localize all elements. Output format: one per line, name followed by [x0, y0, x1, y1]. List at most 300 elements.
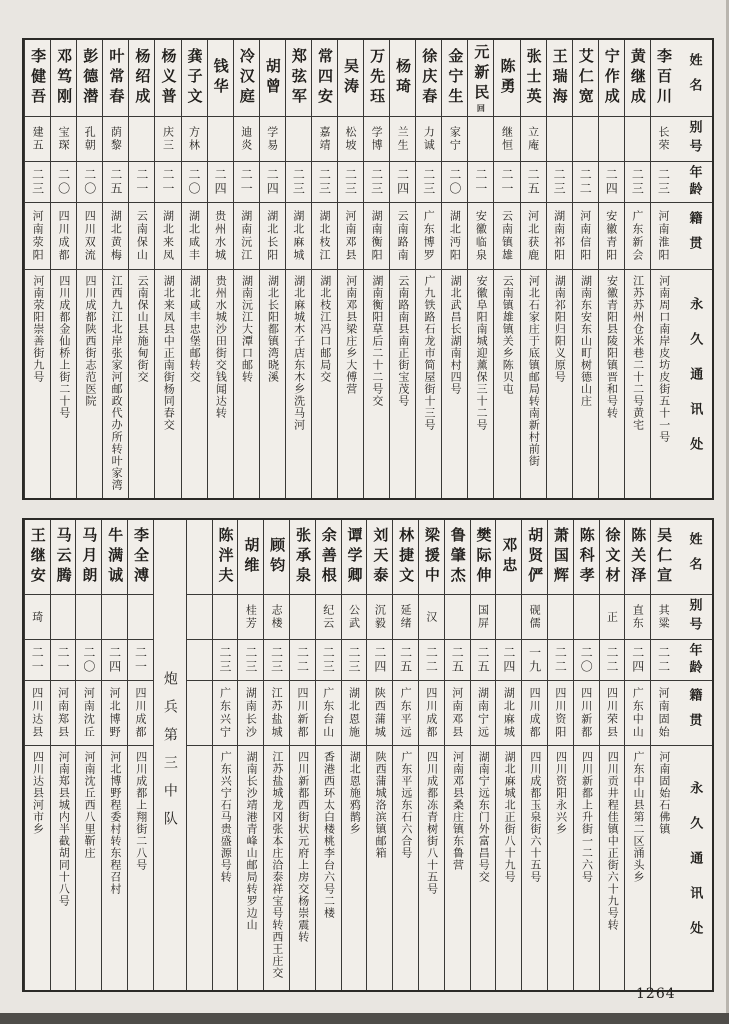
person-column	[467, 40, 493, 498]
person-native-place: 河南荥阳	[25, 203, 50, 270]
person-age: 二二	[290, 640, 315, 681]
person-native-place: 四川新都	[290, 681, 315, 746]
person-address: 河南周口南岸皮坊皮街五十一号	[657, 275, 671, 443]
person-column	[470, 520, 496, 990]
person-column	[24, 520, 50, 990]
person-alias: 建五	[25, 117, 50, 162]
person-age: 二三	[342, 640, 367, 681]
person-alias	[290, 595, 315, 640]
person-name: 郑弦军	[286, 40, 311, 117]
person-address: 安徽阜阳南城迎薰保三十二号	[475, 275, 489, 431]
unit-section-divider	[153, 520, 186, 990]
person-column	[493, 40, 519, 498]
person-column	[521, 520, 547, 990]
person-column	[128, 40, 154, 498]
person-native-place: 云南保山	[129, 203, 154, 270]
person-address: 湖北武昌长湖南村四号	[449, 275, 463, 395]
person-native-place: 河南信阳	[573, 203, 598, 270]
person-native-place: 四川荣县	[600, 681, 625, 746]
person-name: 马月朗	[76, 520, 101, 595]
person-age: 二二	[419, 640, 444, 681]
person-address: 广九铁路石龙市简屋街十三号	[423, 275, 436, 431]
person-column	[101, 520, 127, 990]
person-column	[624, 520, 650, 990]
person-alias: 家宁	[442, 117, 467, 162]
header-age: 年龄	[676, 640, 712, 681]
person-native-place: 广东平远	[393, 681, 418, 746]
person-alias: 直东	[625, 595, 650, 640]
person-native-place: 广东博罗	[416, 203, 441, 270]
person-alias	[51, 595, 76, 640]
person-native-place: 四川成都	[128, 681, 153, 746]
person-name: 艾仁宽	[573, 40, 598, 117]
person-native-place: 湖南宁远	[471, 681, 496, 746]
person-alias: 砚儒	[522, 595, 547, 640]
person-alias: 兰生	[390, 117, 415, 162]
person-column	[259, 40, 285, 498]
person-column	[75, 520, 101, 990]
person-native-place: 湖北沔阳	[442, 203, 467, 270]
person-address: 湖南长沙靖港青峰山邮局转罗边山	[245, 751, 259, 931]
person-age: 二五	[445, 640, 470, 681]
person-alias	[599, 117, 624, 162]
person-name: 胡贤俨	[522, 520, 547, 595]
person-name: 张承泉	[290, 520, 315, 595]
person-age	[187, 640, 212, 681]
person-name: 徐文材	[600, 520, 625, 595]
person-column	[311, 40, 337, 498]
person-native-place: 湖南衡阳	[364, 203, 389, 270]
person-column	[599, 520, 625, 990]
person-column	[415, 40, 441, 498]
person-column	[212, 520, 238, 990]
person-name: 李健吾	[25, 40, 50, 117]
person-address: 河南荥阳崇善街九号	[31, 275, 45, 383]
person-native-place: 湖北麻城	[496, 681, 521, 746]
person-native-place: 河南淮阳	[651, 203, 676, 270]
person-alias: 宝琛	[51, 117, 76, 162]
roster-table-bottom	[22, 518, 714, 992]
person-age: 二五	[393, 640, 418, 681]
person-age: 二四	[390, 162, 415, 203]
person-alias	[102, 595, 127, 640]
person-column	[341, 520, 367, 990]
person-address: 河北博野程委村转东程召村	[108, 751, 122, 895]
person-native-place: 河南邓县	[338, 203, 363, 270]
person-age: 二一	[129, 162, 154, 203]
person-name: 陈科孝	[574, 520, 599, 595]
person-address: 河南郑县城内半截胡同十八号	[57, 751, 71, 907]
person-column	[547, 520, 573, 990]
person-name: 谭学卿	[342, 520, 367, 595]
person-age: 二一	[155, 162, 180, 203]
person-address: 湖北麻城北正街八十九号	[503, 751, 517, 883]
person-address: 广东兴宁石马贵盛源号转	[219, 751, 233, 883]
person-alias: 学博	[364, 117, 389, 162]
person-native-place: 湖北来凤	[155, 203, 180, 270]
header-name: 姓名	[676, 40, 712, 117]
person-name: 元新民回	[468, 40, 493, 117]
person-address: 四川成都陕西街志范医院	[83, 275, 97, 407]
person-native-place: 广东台山	[316, 681, 341, 746]
person-alias: 其粱	[651, 595, 676, 640]
person-alias	[574, 595, 599, 640]
person-age: 二四	[625, 640, 650, 681]
person-name: 陈泮夫	[213, 520, 238, 595]
person-name: 金宁生	[442, 40, 467, 117]
person-age: 二四	[367, 640, 392, 681]
person-age: 二一	[128, 640, 153, 681]
person-name: 吴仁宣	[651, 520, 676, 595]
person-name: 吴涛	[338, 40, 363, 117]
person-native-place: 四川资阳	[548, 681, 573, 746]
person-age: 二〇	[182, 162, 207, 203]
person-native-place: 河北获鹿	[521, 203, 546, 270]
person-column	[76, 40, 102, 498]
person-name: 胡曾	[260, 40, 285, 117]
person-alias	[187, 595, 212, 640]
person-name	[187, 520, 212, 595]
person-address: 安徽青阳县陵阳镇晋和号转	[605, 275, 619, 419]
person-column	[181, 40, 207, 498]
person-name: 万先珏	[364, 40, 389, 117]
person-alias	[496, 595, 521, 640]
person-alias	[625, 117, 650, 162]
person-column	[263, 520, 289, 990]
person-native-place: 湖南长沙	[238, 681, 263, 746]
person-column	[573, 520, 599, 990]
person-column	[363, 40, 389, 498]
person-age: 二五	[471, 640, 496, 681]
person-native-place: 河南邓县	[445, 681, 470, 746]
person-native-place: 湖北枝江	[312, 203, 337, 270]
person-column	[392, 520, 418, 990]
person-alias	[547, 117, 572, 162]
person-native-place: 广东中山	[625, 681, 650, 746]
person-name: 冷汉庭	[234, 40, 259, 117]
person-native-place: 广东兴宁	[213, 681, 238, 746]
person-age: 二一	[494, 162, 519, 203]
person-address: 贵州水城沙田街交钱闻达转	[214, 275, 228, 419]
scan-edge-artifact	[0, 1013, 729, 1024]
person-age: 二三	[25, 162, 50, 203]
person-name: 胡维	[238, 520, 263, 595]
person-age: 二四	[496, 640, 521, 681]
person-column	[520, 40, 546, 498]
person-column	[154, 40, 180, 498]
person-alias	[548, 595, 573, 640]
person-native-place: 湖南祁阳	[547, 203, 572, 270]
person-alias: 继恒	[494, 117, 519, 162]
person-native-place: 四川成都	[51, 203, 76, 270]
person-address: 四川新都上升街一二六号	[580, 751, 594, 883]
person-age: 二〇	[76, 640, 101, 681]
person-alias: 荫黎	[103, 117, 128, 162]
person-name: 鲁肇杰	[445, 520, 470, 595]
name-annotation: 回	[476, 104, 487, 112]
person-address: 湖北咸丰忠堡邮转交	[188, 275, 202, 383]
person-address	[187, 746, 212, 990]
person-name: 黄继成	[625, 40, 650, 117]
person-alias	[468, 117, 493, 162]
person-name: 杨绍成	[129, 40, 154, 117]
person-address: 广东中山县第二区涌头乡	[632, 751, 646, 883]
person-native-place: 四川成都	[419, 681, 444, 746]
person-name: 樊际伸	[471, 520, 496, 595]
person-name: 钱华	[208, 40, 233, 117]
header-alias: 别号	[676, 595, 712, 640]
person-native-place: 安徽青阳	[599, 203, 624, 270]
person-address: 湖北麻城木子店东木乡洗马河	[292, 275, 306, 431]
person-column	[24, 40, 50, 498]
person-column	[444, 520, 470, 990]
person-alias	[213, 595, 238, 640]
person-alias	[128, 595, 153, 640]
person-address: 河南固始石佛镇	[657, 751, 671, 835]
person-age: 二二	[651, 640, 676, 681]
person-native-place: 河南沈丘	[76, 681, 101, 746]
person-native-place: 广东新会	[625, 203, 650, 270]
person-name: 刘天泰	[367, 520, 392, 595]
person-name: 林捷文	[393, 520, 418, 595]
person-age: 二一	[468, 162, 493, 203]
person-address: 江苏苏州仓米巷二十二号黄宅	[631, 275, 645, 431]
person-native-place: 湖北咸丰	[182, 203, 207, 270]
person-column	[285, 40, 311, 498]
person-age: 二三	[238, 640, 263, 681]
person-age: 二〇	[51, 162, 76, 203]
person-column	[289, 520, 315, 990]
person-column	[546, 40, 572, 498]
person-alias	[445, 595, 470, 640]
person-native-place: 安徽临泉	[468, 203, 493, 270]
person-age: 二一	[25, 640, 50, 681]
person-alias: 延绪	[393, 595, 418, 640]
person-alias	[76, 595, 101, 640]
person-column	[50, 520, 76, 990]
person-address: 四川达县河市乡	[31, 751, 45, 835]
person-alias: 桂芳	[238, 595, 263, 640]
person-name: 邓忠	[496, 520, 521, 595]
person-address: 河南邓县梁庄乡大傅营	[344, 275, 358, 395]
person-address: 湖北长阳都镇湾晓溪	[266, 275, 280, 383]
person-address: 湖北恩施鸦鹊乡	[348, 751, 362, 835]
person-alias: 力诚	[416, 117, 441, 162]
person-age: 二三	[651, 162, 676, 203]
person-age: 二〇	[442, 162, 467, 203]
person-column	[186, 520, 212, 990]
person-name: 龚子文	[182, 40, 207, 117]
person-column	[366, 520, 392, 990]
person-address: 云南镇雄镇关乡陈贝屯	[501, 275, 515, 395]
person-age: 二三	[338, 162, 363, 203]
person-native-place: 四川达县	[25, 681, 50, 746]
person-alias: 琦	[25, 595, 50, 640]
person-column	[441, 40, 467, 498]
person-address: 河南沈丘西八里靳庄	[83, 751, 97, 859]
person-address: 河北石家庄于底镇邮局转南新村前街	[527, 275, 541, 467]
person-name: 李全溥	[128, 520, 153, 595]
header-address: 永久通讯处	[687, 780, 703, 956]
person-column	[495, 520, 521, 990]
person-native-place: 陕西蒲城	[367, 681, 392, 746]
person-address: 江苏盐城龙冈张本庄洽泰祥宝号转西王庄交	[270, 751, 284, 979]
person-name: 杨义普	[155, 40, 180, 117]
person-age: 二三	[547, 162, 572, 203]
person-name: 常四安	[312, 40, 337, 117]
person-alias: 长荣	[651, 117, 676, 162]
person-name: 马云腾	[51, 520, 76, 595]
person-address: 广东平远东石六合号	[399, 751, 413, 859]
header-native: 籍贯	[676, 681, 712, 746]
person-native-place: 湖北长阳	[260, 203, 285, 270]
header-alias: 别号	[676, 117, 712, 162]
person-age: 一九	[522, 640, 547, 681]
header-column	[676, 40, 712, 498]
person-name: 宁作成	[599, 40, 624, 117]
person-alias: 嘉靖	[312, 117, 337, 162]
person-native-place: 四川双流	[77, 203, 102, 270]
person-alias: 庆三	[155, 117, 180, 162]
person-name: 王瑞海	[547, 40, 572, 117]
person-column	[418, 520, 444, 990]
person-native-place: 湖南沅江	[234, 203, 259, 270]
person-native-place: 湖北恩施	[342, 681, 367, 746]
person-address: 湖南祁阳归阳义原号	[553, 275, 567, 383]
person-column	[237, 520, 263, 990]
person-address: 香港西环太白楼桃李台六号二楼	[322, 751, 336, 919]
person-address: 河南邓县桑庄镇东鲁营	[451, 751, 465, 871]
page-number: 1264	[636, 986, 676, 1002]
person-age: 二一	[234, 162, 259, 203]
person-column	[337, 40, 363, 498]
person-age: 二二	[548, 640, 573, 681]
person-column	[624, 40, 650, 498]
person-alias: 迪炎	[234, 117, 259, 162]
person-address: 云南路南县南正街宝茂号	[396, 275, 410, 407]
person-native-place: 四川成都	[522, 681, 547, 746]
person-alias	[573, 117, 598, 162]
person-age: 二〇	[77, 162, 102, 203]
person-column	[315, 520, 341, 990]
person-alias	[129, 117, 154, 162]
person-name: 牛满诚	[102, 520, 127, 595]
person-alias: 立庵	[521, 117, 546, 162]
person-age: 二二	[573, 162, 598, 203]
person-age: 二四	[260, 162, 285, 203]
person-alias: 孔朝	[77, 117, 102, 162]
person-column	[50, 40, 76, 498]
person-address: 江西九江北岸张家河邮政代办所转叶家湾	[110, 275, 124, 491]
person-column	[127, 520, 153, 990]
person-native-place: 江苏盐城	[264, 681, 289, 746]
person-name: 王继安	[25, 520, 50, 595]
person-address: 湖北来凤县中正南街杨同春交	[162, 275, 176, 431]
person-column	[233, 40, 259, 498]
person-alias: 方林	[182, 117, 207, 162]
person-column	[650, 40, 676, 498]
person-column	[102, 40, 128, 498]
person-name: 余善根	[316, 520, 341, 595]
person-age: 二三	[264, 640, 289, 681]
person-address: 湖南宁远东门外富昌号交	[477, 751, 491, 883]
person-age: 二五	[521, 162, 546, 203]
person-address: 四川成都上翔街二八号	[134, 751, 148, 871]
person-native-place	[187, 681, 212, 746]
header-name: 姓名	[676, 520, 712, 595]
header-column	[676, 520, 712, 990]
person-name: 李百川	[651, 40, 676, 117]
person-age: 二四	[599, 162, 624, 203]
person-native-place: 河南固始	[651, 681, 676, 746]
unit-section-label: 炮兵第三中队	[161, 671, 178, 839]
person-name: 顾钧	[264, 520, 289, 595]
person-alias: 正	[600, 595, 625, 640]
person-age: 二三	[364, 162, 389, 203]
person-native-place: 河北博野	[102, 681, 127, 746]
person-age: 二三	[286, 162, 311, 203]
header-native: 籍贯	[676, 203, 712, 270]
person-alias: 公武	[342, 595, 367, 640]
person-age: 二三	[213, 640, 238, 681]
person-native-place: 四川新都	[574, 681, 599, 746]
person-alias	[208, 117, 233, 162]
person-native-place: 湖北黄梅	[103, 203, 128, 270]
person-age: 二四	[208, 162, 233, 203]
person-column	[650, 520, 676, 990]
person-name: 张士英	[521, 40, 546, 117]
person-address: 四川成都金仙桥上街二十号	[57, 275, 71, 419]
person-native-place: 云南路南	[390, 203, 415, 270]
person-address: 四川贡井程佳镇中正街六十九号转	[606, 751, 620, 931]
person-name: 邓笃刚	[51, 40, 76, 117]
person-address: 湖南东安东山町树德山庄	[579, 275, 593, 407]
person-alias: 沉毅	[367, 595, 392, 640]
person-alias: 国屏	[471, 595, 496, 640]
person-alias	[286, 117, 311, 162]
person-address: 云南保山县施甸街交	[136, 275, 150, 383]
person-alias: 学易	[260, 117, 285, 162]
person-age: 二四	[102, 640, 127, 681]
person-name: 陈勇	[494, 40, 519, 117]
person-address: 湖南衡阳草后二十二号交	[370, 275, 384, 407]
person-column	[572, 40, 598, 498]
person-age: 二〇	[574, 640, 599, 681]
person-age: 二三	[416, 162, 441, 203]
person-alias: 松坡	[338, 117, 363, 162]
person-age: 二二	[600, 640, 625, 681]
person-name: 彭德潜	[77, 40, 102, 117]
person-age: 二三	[312, 162, 337, 203]
person-name: 叶常春	[103, 40, 128, 117]
person-native-place: 湖北麻城	[286, 203, 311, 270]
person-address: 四川新都西街状元府上房交杨崇震转	[296, 751, 310, 943]
person-address: 四川成都冻青树街八十五号	[425, 751, 439, 895]
person-name: 萧国辉	[548, 520, 573, 595]
person-age: 二一	[51, 640, 76, 681]
person-alias: 汉	[419, 595, 444, 640]
person-address: 四川资阳永兴乡	[554, 751, 568, 835]
person-address: 湖北枝江冯口邮局交	[318, 275, 332, 383]
person-address: 陕西蒲城洛滨镇邮箱	[374, 751, 388, 859]
person-native-place: 贵州水城	[208, 203, 233, 270]
person-name: 梁援中	[419, 520, 444, 595]
person-native-place: 云南镇雄	[494, 203, 519, 270]
person-address: 湖南沅江大潭口邮转	[240, 275, 254, 383]
person-age: 二三	[316, 640, 341, 681]
person-alias: 纪云	[316, 595, 341, 640]
person-name: 杨琦	[390, 40, 415, 117]
